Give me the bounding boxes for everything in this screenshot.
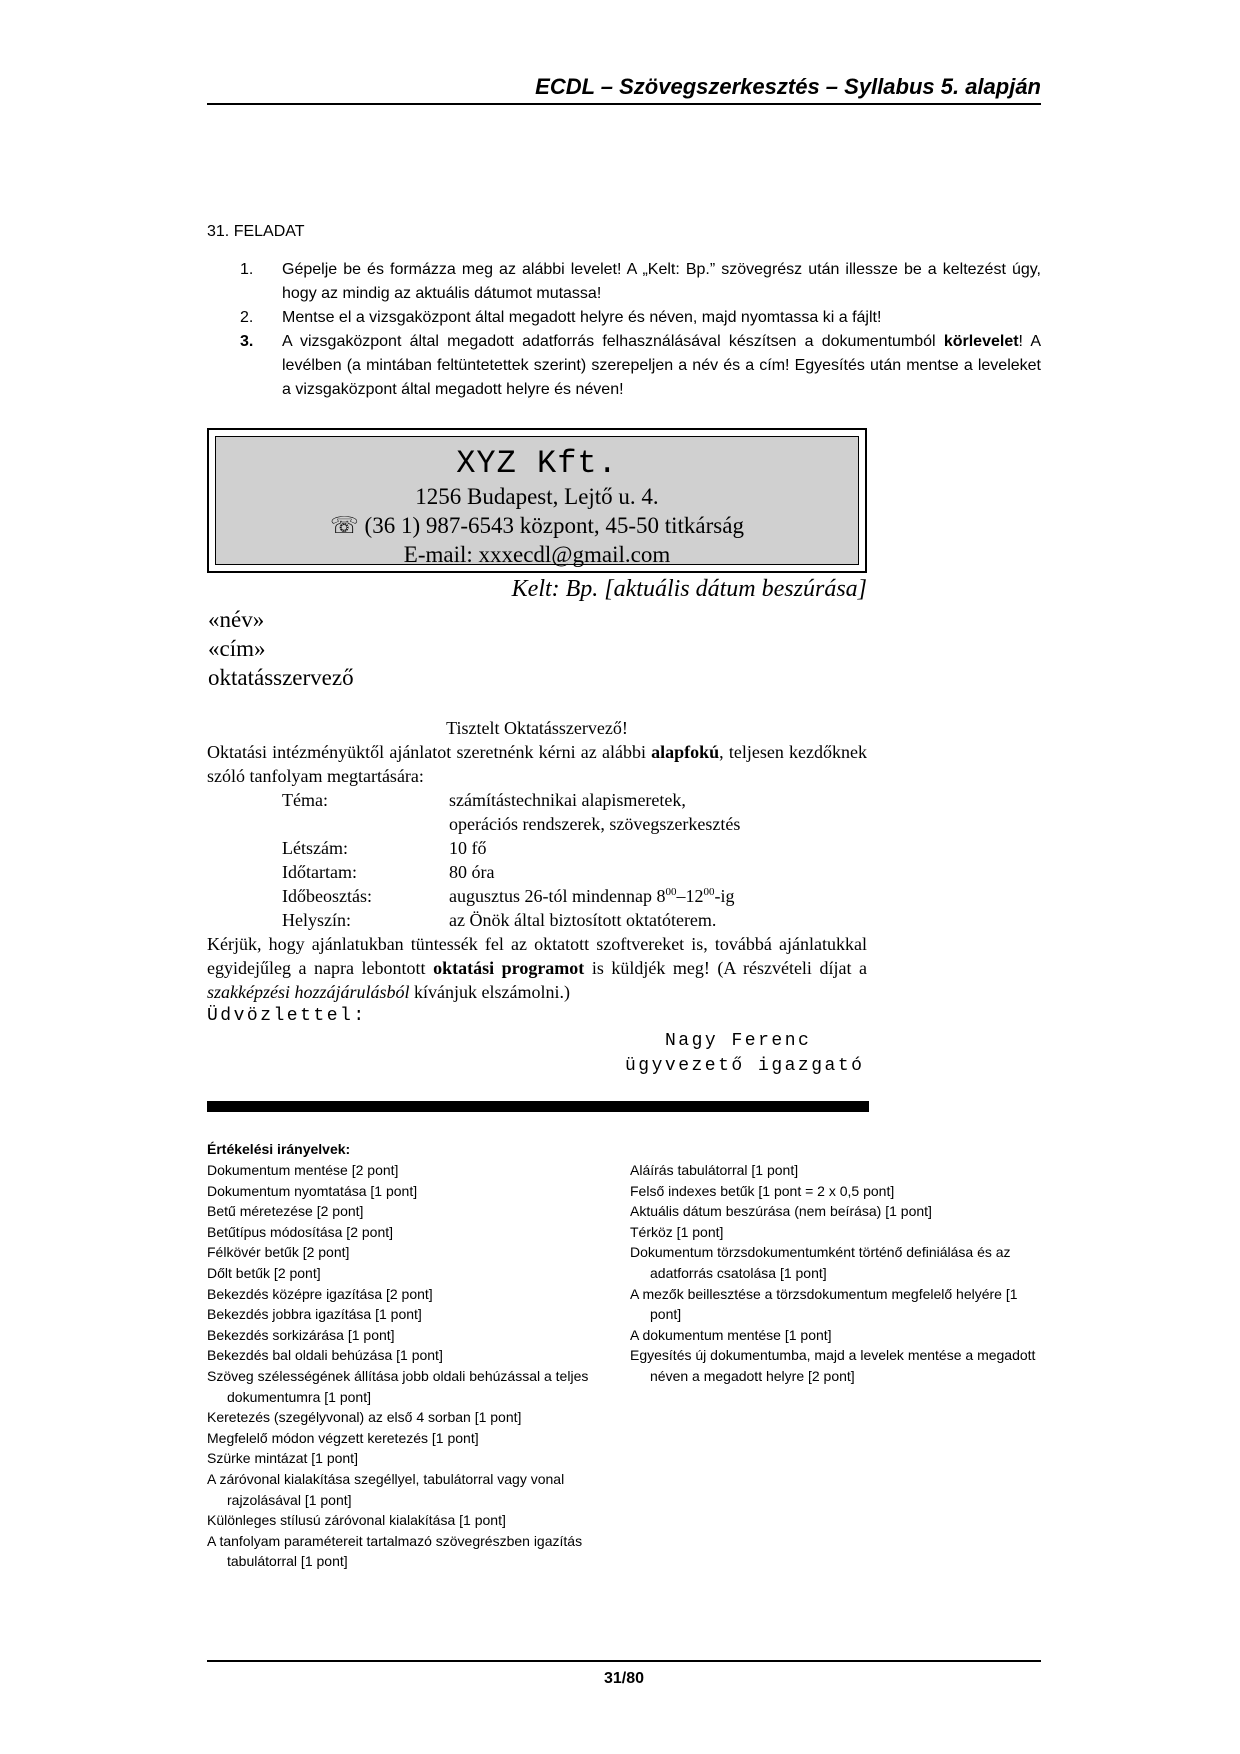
criteria-item: A dokumentum mentése [1 pont] <box>630 1326 832 1343</box>
criteria-item: Bekezdés bal oldali behúzása [1 pont] <box>207 1347 443 1364</box>
letter-salutation: Tisztelt Oktatásszervező! <box>446 718 628 738</box>
text-part: kívánjuk elszámolni.) <box>409 982 570 1002</box>
task-steps <box>240 258 1041 402</box>
criteria-title: Értékelési irányelvek: <box>207 1141 351 1157</box>
letter-body <box>207 716 867 1079</box>
criteria-left-column <box>207 1160 617 1572</box>
company-name: XYZ Kft. <box>456 445 618 482</box>
text-part: augusztus 26-tól mindennap 8 <box>449 886 666 906</box>
step-text-part: ! A levélben (a mintában feltüntetettek szerint) szerepeljen a név és a cím! Egyesítés után mentse a leveleket a vizsgaközpont által megadott helyre és néven! <box>282 333 1041 398</box>
phone-text: (36 1) 987-6543 központ, 45-50 titkárság <box>364 513 744 538</box>
text-part: -ig <box>714 886 735 906</box>
param-label: Helyszín: <box>282 910 351 930</box>
step-text <box>282 330 1041 402</box>
field-name: «név» <box>208 607 265 632</box>
text-part: Kérjük, hogy ajánlatukban tüntessék fel az oktatott szoftvereket is, továbbá ajánlatukkal egyidejűleg a napra lebontott <box>207 934 867 978</box>
task-step-2 <box>240 306 1041 330</box>
criteria-item: Bekezdés sorkizárása [1 pont] <box>207 1326 395 1343</box>
criteria-item: A mezők beillesztése a törzsdokumentum megfelelő helyére [1 pont] <box>630 1285 1018 1323</box>
criteria-item: Aláírás tabulátorral [1 pont] <box>630 1162 799 1178</box>
criteria-item: Szöveg szélességének állítása jobb oldali behúzással a teljes dokumentumra [1 pont] <box>207 1367 589 1405</box>
text-part: , teljesen kezdőknek szóló tanfolyam megtartására: <box>207 742 867 786</box>
company-address: 1256 Budapest, Lejtő u. 4. <box>415 484 659 509</box>
step-text: Mentse el a vizsgaközpont által megadott helyre és néven, majd nyomtassa ki a fájlt! <box>282 309 882 326</box>
criteria-item: Megfelelő módon végzett keretezés [1 pont] <box>207 1429 479 1446</box>
letter-paragraph-2 <box>207 932 867 1004</box>
header-divider <box>207 103 1041 105</box>
text-part: Oktatási intézményüktől ajánlatot szeretnénk kérni az alábbi <box>207 742 652 762</box>
field-role: oktatásszervező <box>208 665 354 690</box>
criteria-item: A tanfolyam paramétereit tartalmazó szövegrészben igazítás tabulátorral [1 pont] <box>207 1532 583 1570</box>
criteria-item: Félkövér betűk [2 pont] <box>207 1244 350 1261</box>
param-row-letszam <box>207 836 867 860</box>
param-value <box>449 884 867 908</box>
param-row-helyszin <box>207 908 867 932</box>
param-label: Téma: <box>282 790 328 810</box>
step-text-part: A vizsgaközpont által megadott adatforrás felhasználásával készítsen a dokumentumból <box>282 333 944 350</box>
param-label: Időbeosztás: <box>282 886 372 906</box>
criteria-item: Betű méretezése [2 pont] <box>207 1203 364 1220</box>
param-row-tema <box>207 788 867 812</box>
letterhead-box <box>207 428 867 573</box>
phone-icon: ☏ <box>330 513 359 538</box>
criteria-item: Bekezdés jobbra igazítása [1 pont] <box>207 1306 422 1323</box>
text-bold: alapfokú <box>651 742 720 762</box>
page-number: 31/80 <box>603 1670 645 1687</box>
param-value: számítástechnikai alapismeretek, <box>449 790 686 810</box>
letterhead-shaded <box>215 436 859 565</box>
text-italic: szakképzési hozzájárulásból <box>207 982 410 1002</box>
criteria-item: Szürke mintázat [1 pont] <box>207 1450 358 1467</box>
criteria-item: Dokumentum törzsdokumentumként történő definiálása és az adatforrás csatolása [1 pont] <box>630 1244 1011 1281</box>
step-number: 2. <box>240 309 254 326</box>
text-bold: oktatási programot <box>433 958 585 978</box>
criteria-item: Felső indexes betűk [1 pont = 2 x 0,5 pont] <box>630 1182 895 1199</box>
param-value: operációs rendszerek, szövegszerkesztés <box>449 814 741 834</box>
step-text-bold: körlevelet <box>943 333 1019 350</box>
param-label: Időtartam: <box>282 862 357 882</box>
letter-paragraph-1 <box>207 740 867 788</box>
criteria-item: Bekezdés középre igazítása [2 pont] <box>207 1285 433 1302</box>
text-part: –12 <box>676 886 704 906</box>
page-header-title: ECDL – Szövegszerkesztés – Syllabus 5. alapján <box>535 74 1041 99</box>
letter-greeting: Üdvözlettel: <box>207 1006 367 1026</box>
param-label-empty <box>282 812 449 836</box>
criteria-item: Betűtípus módosítása [2 pont] <box>207 1223 394 1240</box>
merge-fields <box>208 605 354 692</box>
criteria-item: Keretezés (szegélyvonal) az első 4 sorban [1 pont] <box>207 1409 522 1426</box>
step-text: Gépelje be és formázza meg az alábbi levelet! A „Kelt: Bp.” szövegrész után illessze be a keltezést úgy, hogy az mindig az aktuális dátumot mutassa! <box>282 261 1041 302</box>
criteria-item: Különleges stílusú záróvonal kialakítása [1 pont] <box>207 1512 506 1529</box>
criteria-item: A záróvonal kialakítása szegéllyel, tabulátorral vagy vonal rajzolásával [1 pont] <box>207 1470 565 1508</box>
step-number: 3. <box>240 333 254 350</box>
param-value: 80 óra <box>449 862 495 882</box>
criteria-item: Dőlt betűk [2 pont] <box>207 1264 321 1281</box>
criteria-item: Aktuális dátum beszúrása (nem beírása) [1 pont] <box>630 1203 932 1220</box>
criteria-item: Dokumentum mentése [2 pont] <box>207 1162 399 1178</box>
task-step-3 <box>240 330 1041 402</box>
param-row-idobeosztas <box>207 884 867 908</box>
superscript: 00 <box>703 886 715 898</box>
signer-name: Nagy Ferenc <box>665 1031 812 1051</box>
criteria-item: Térköz [1 pont] <box>630 1223 724 1240</box>
text-part: is küldjék meg! (A részvételi díjat a <box>584 958 867 978</box>
param-label: Létszám: <box>282 838 348 858</box>
superscript: 00 <box>665 886 677 898</box>
criteria-right-column <box>630 1160 1041 1387</box>
task-step-1 <box>240 258 1041 306</box>
param-row-tema-cont <box>207 812 867 836</box>
kelt-date-line: Kelt: Bp. [aktuális dátum beszúrása] <box>511 576 867 602</box>
signer-title: ügyvezető igazgató <box>625 1056 865 1076</box>
criteria-item: Egyesítés új dokumentumba, majd a levelek mentése a megadott néven a megadott helyre [2 pont] <box>630 1347 1036 1384</box>
param-value: 10 fő <box>449 838 487 858</box>
param-row-idotartam <box>207 860 867 884</box>
step-number: 1. <box>240 261 254 278</box>
closing-line <box>207 1101 869 1112</box>
task-title: 31. FELADAT <box>207 223 305 240</box>
footer-divider <box>207 1660 1041 1662</box>
field-address: «cím» <box>208 636 266 661</box>
company-phone <box>216 511 858 540</box>
criteria-item: Dokumentum nyomtatása [1 pont] <box>207 1182 418 1199</box>
company-email: E-mail: xxxecdl@gmail.com <box>403 542 671 567</box>
param-value: az Önök által biztosított oktatóterem. <box>449 910 717 930</box>
